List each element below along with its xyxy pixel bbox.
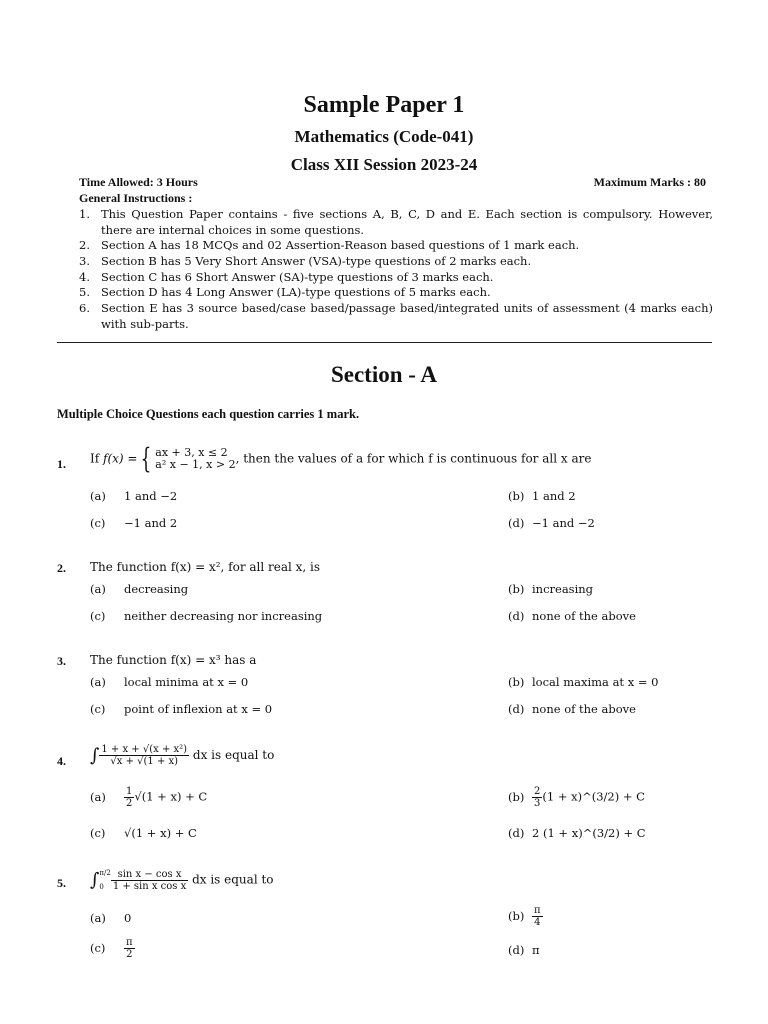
option-d[interactable]: (d) −1 and −2 (508, 516, 595, 530)
integral-sign: ∫ (90, 869, 100, 891)
question-text: The function f(x) = x², for all real x, is (90, 560, 321, 574)
question-number: 3. (57, 654, 66, 668)
option-b[interactable]: (b) local maxima at x = 0 (508, 675, 659, 689)
divider (57, 342, 712, 343)
option-d[interactable]: (d) π (508, 943, 540, 957)
instruction-item: 5. Section D has 4 Long Answer (LA)-type questions of 5 marks each. (79, 285, 491, 299)
option-d[interactable]: (d) none of the above (508, 609, 636, 623)
integral-sign: ∫ (90, 745, 100, 766)
option-b[interactable]: (b) increasing (508, 582, 594, 596)
question-number: 2. (57, 561, 66, 575)
section-title: Section - A (330, 362, 438, 387)
option-a[interactable]: (a) decreasing (90, 582, 189, 596)
paper-title: Sample Paper 1 (303, 92, 465, 118)
option-c[interactable]: (c) neither decreasing nor increasing (90, 609, 323, 623)
question-number: 1. (57, 457, 66, 471)
question-text: ∫ $\frac{\text{1 + x + √(x + x²)}}{√x + √(1 + x)}$ dx is equal to (90, 744, 275, 767)
question-number: 4. (57, 754, 66, 768)
fraction: $\frac{\text{sin x − cos x}}{\text{1 + sin x cos x}}$ (112, 868, 187, 892)
option-a[interactable]: (a) 1 and −2 (90, 489, 178, 503)
brace: { (141, 442, 152, 475)
instruction-item: 3. Section B has 5 Very Short Answer (VSA)-type questions of 2 marks each. (79, 254, 532, 268)
option-a[interactable]: (a) 0 (90, 911, 132, 925)
option-d[interactable]: (d) none of the above (508, 702, 636, 716)
question-text: The function f(x) = x³ has a (90, 653, 257, 667)
option-c[interactable]: (c) point of inflexion at x = 0 (90, 702, 273, 716)
time-allowed: Time Allowed: 3 Hours (79, 175, 198, 189)
option-a[interactable]: (a) local minima at x = 0 (90, 675, 249, 689)
general-instructions-heading: General Instructions : (79, 191, 193, 205)
instruction-item: 2. Section A has 18 MCQs and 02 Assertion-Reason based questions of 1 mark each. (79, 238, 580, 252)
subject-code: Mathematics (Code-041) (294, 127, 474, 146)
question-number: 5. (57, 876, 66, 890)
option-b[interactable]: (b) $\frac{2}{3}$ (1 + x)^(3/2) + C (508, 786, 645, 809)
option-c[interactable]: (c) $\frac{\pi}{2}$ (90, 937, 133, 960)
option-b[interactable]: (b) $\frac{\pi}{4}$ (508, 905, 541, 928)
option-a[interactable]: (a) $\frac{1}{2}$ √(1 + x) + C (90, 786, 208, 809)
instruction-item: 1. This Question Paper contains - five sections A, B, C, D and E. Each section is compulsory. However, there are internal choices in some questions. (79, 207, 713, 237)
instruction-item: 6. Section E has 3 source based/case based/passage based/integrated units of assessment (4 marks each) with sub-parts. (79, 301, 713, 331)
option-b[interactable]: (b) 1 and 2 (508, 489, 576, 503)
option-c[interactable]: (c) −1 and 2 (90, 516, 178, 530)
class-session: Class XII Session 2023-24 (290, 155, 478, 174)
fraction: $\frac{\text{1 + x + √(x + x²)}}{√x + √(1 + x)}$ (101, 744, 188, 767)
maximum-marks: Maximum Marks : 80 (593, 175, 706, 189)
option-d[interactable]: (d) 2 (1 + x)^(3/2) + C (508, 826, 646, 840)
instruction-item: 4. Section C has 6 Short Answer (SA)-type questions of 3 marks each. (79, 270, 494, 284)
option-c[interactable]: (c) √(1 + x) + C (90, 826, 197, 840)
section-subtitle: Multiple Choice Questions each question carries 1 mark. (57, 407, 360, 421)
question-text: ∫ π/2 0 $\frac{\text{sin x − cos x}}{\text{1 + sin x cos x}}$ dx is equal to (90, 868, 274, 892)
question-text: If f(x) = { ax + 3, x ≤ 2 a² x − 1, x > 2 , then the values of a for which f is continuous for all x are (90, 442, 592, 475)
